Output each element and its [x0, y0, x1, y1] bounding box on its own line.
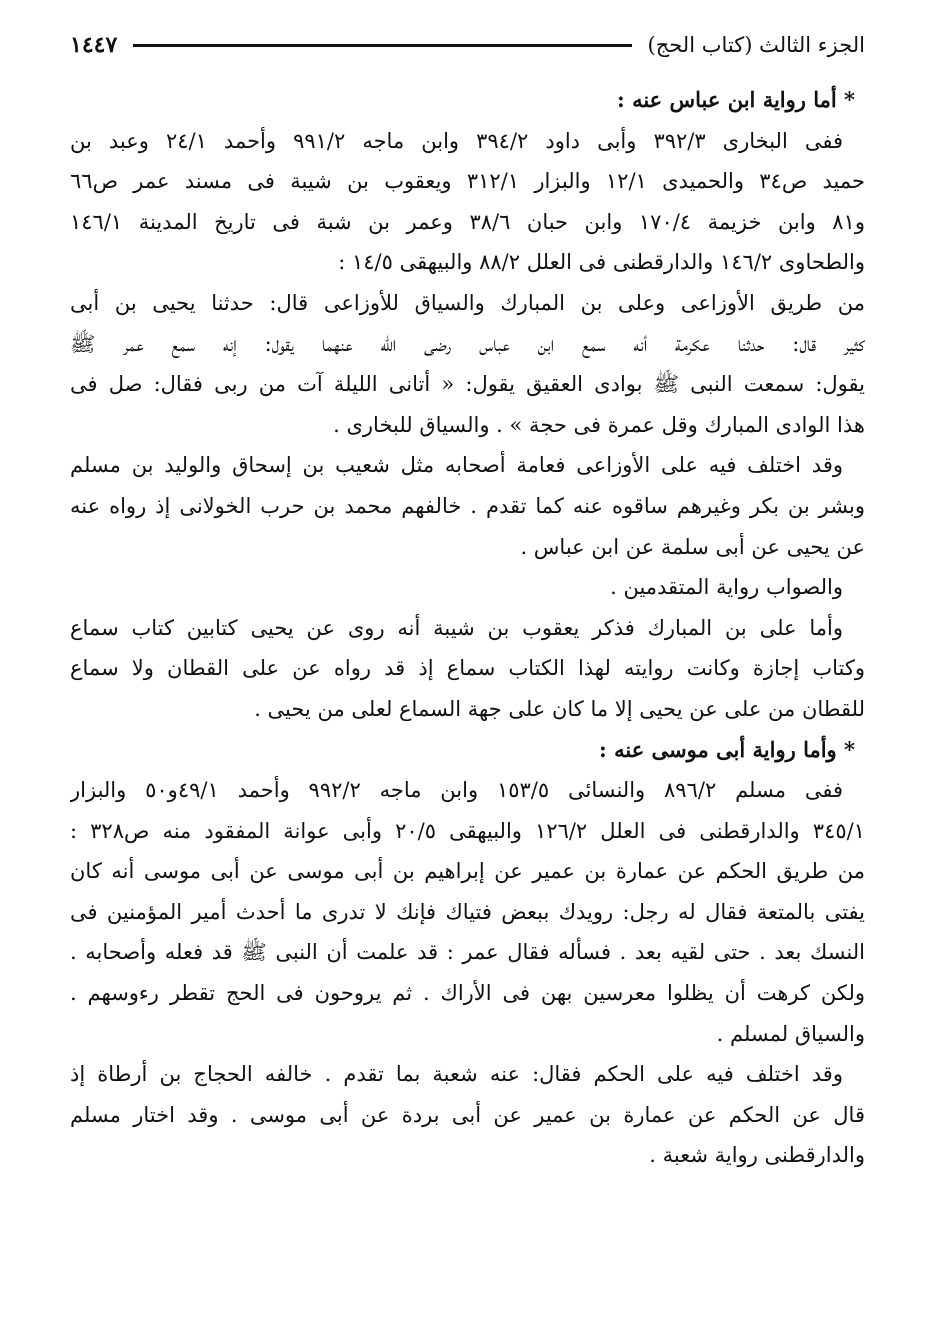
text-line: وبشر بن بكر وغيرهم ساقوه عنه كما تقدم . خالفهم محمد بن حرب الخولانى إذ رواه عنه	[70, 493, 865, 518]
text-line: للقطان من على عن يحيى إلا ما كان على جهة السماع لعلى من يحيى .	[254, 696, 865, 721]
text-line: النسك بعد . حتى لقيه بعد . فسأله فقال عمر : قد علمت أن النبى ﷺ قد فعله وأصحابه .	[70, 940, 865, 965]
page	[70, 20, 865, 1176]
page-body	[70, 80, 865, 1176]
text-line: عن يحيى عن أبى سلمة عن ابن عباس .	[520, 534, 865, 559]
text-line: والطحاوى ١٤٦/٢ والدارقطنى فى العلل ٨٨/٢ والبيهقى ١٤/٥ :	[338, 250, 865, 275]
text-line: و٨١ وابن خزيمة ١٧٠/٤ وابن حبان ٣٨/٦ وعمر بن شبة فى تاريخ المدينة ١٤٦/١	[70, 209, 865, 234]
text-line: وقد اختلف فيه على الحكم فقال: عنه شعبة بما تقدم . خالفه الحجاج بن أرطاة إذ	[70, 1062, 843, 1087]
text-line: من طريق الأوزاعى وعلى بن المبارك والسياق للأوزاعى قال: حدثنا يحيى بن أبى	[70, 290, 865, 315]
text-line: وقد اختلف فيه على الأوزاعى فعامة أصحابه مثل شعيب بن إسحاق والوليد بن مسلم	[70, 453, 843, 478]
text-line: حميد ص٣٤ والحميدى ١٢/١ والبزار ٣١٢/١ ويعقوب بن شيبة فى مسند عمر ص٦٦	[70, 169, 865, 194]
text-line: وأما على بن المبارك فذكر يعقوب بن شيبة أنه روى عن يحيى كتابين كتاب سماع	[70, 615, 843, 640]
text-line: والسياق لمسلم .	[716, 1021, 865, 1046]
page-header	[70, 20, 865, 70]
text-line: يقول: سمعت النبى ﷺ بوادى العقيق يقول: « أتانى الليلة آت من ربى فقال: صل فى	[70, 372, 865, 397]
text-line: ففى البخارى ٣٩٢/٣ وأبى داود ٣٩٤/٢ وابن ماجه ٩٩١/٢ وأحمد ٢٤/١ وعبد بن	[70, 128, 843, 153]
text-line: ولكن كرهت أن يظلوا معرسين بهن فى الأراك . ثم يروحون فى الحج تقطر رءوسهم .	[70, 981, 865, 1006]
text-line: هذا الوادى المبارك وقل عمرة فى حجة » . والسياق للبخارى .	[333, 412, 865, 437]
text-line: وكتاب إجازة وكانت روايته لهذا الكتاب سماع إذ قد رواه عن على القطان ولا سماع	[70, 656, 865, 681]
text-line: من طريق الحكم عن عمارة بن عمير عن إبراهيم بن أبى موسى عن أبى موسى أنه كان	[70, 859, 865, 884]
text-line: والدارقطنى رواية شعبة .	[649, 1143, 865, 1168]
text-line: ففى مسلم ٨٩٦/٢ والنسائى ١٥٣/٥ وابن ماجه ٩٩٢/٢ وأحمد ٤٩/١و٥٠ والبزار	[70, 778, 843, 803]
header-rule	[133, 44, 631, 47]
text-line: والصواب رواية المتقدمين .	[610, 575, 843, 600]
running-title: الجزء الثالث (كتاب الحج)	[647, 33, 865, 57]
section-heading-ibn-abbas: * أما رواية ابن عباس عنه :	[617, 87, 855, 112]
text-line: ٣٤٥/١ والدارقطنى فى العلل ١٢٦/٢ والبيهقى ٢٠/٥ وأبى عوانة المفقود منه ص٣٢٨ :	[70, 818, 865, 843]
text-line: يفتى بالمتعة فقال له رجل: رويدك ببعض فتياك فإنك لا تدرى ما أحدث أمير المؤمنين فى	[70, 899, 865, 924]
text-line: قال عن الحكم عن عمارة بن عمير عن أبى بردة عن أبى موسى . وقد اختار مسلم	[70, 1102, 865, 1127]
text-line: كثير قال: حدثنا عكرمة أنه سمع ابن عباس رضى الله عنهما يقول: إنه سمع عمر ﷺ	[70, 331, 865, 356]
page-number: ١٤٤٧	[70, 32, 118, 58]
section-heading-abu-musa: * وأما رواية أبى موسى عنه :	[599, 736, 855, 762]
